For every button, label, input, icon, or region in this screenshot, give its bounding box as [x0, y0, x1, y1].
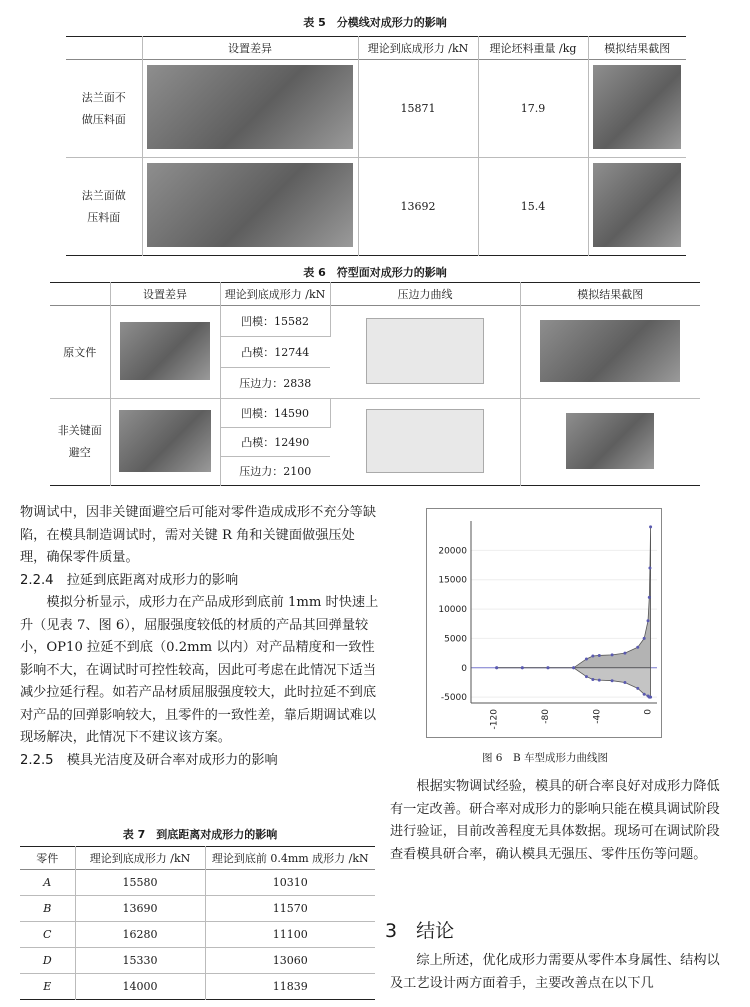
section-heading-3: 3 结论: [385, 920, 455, 942]
chart-svg: [427, 509, 661, 737]
right-column-continued: [390, 950, 730, 995]
section-heading-2-2-5: 2.2.5 模具光洁度及研合率对成形力的影响: [20, 752, 278, 768]
table5-header: [66, 37, 142, 60]
table-cell: D: [20, 948, 75, 974]
table-row-label: 非关键面避空: [57, 424, 102, 459]
data-point: [623, 681, 626, 684]
data-point: [591, 655, 594, 658]
simulation-image: [593, 163, 681, 247]
right-column: [390, 776, 730, 866]
table5-header: 理论坯料重量 /kg: [478, 37, 588, 60]
table-cell: 15330: [75, 948, 205, 974]
y-tick-label: 0: [461, 663, 467, 674]
table-row-label: 法兰面不做压料面: [81, 90, 126, 126]
table-cell: 压边力：2100: [239, 465, 312, 478]
table7-caption: 表 7 到底距离对成形力的影响: [122, 828, 278, 841]
paragraph: 模拟分析显示，成形力在产品成形到底前 1mm 时快速上升（见表 7、图 6），屈服强度较低的材质的产品其回弹量较小，OP10 拉延不到底（0.2mm 以内）对产品精度和一致性影响不大，在调试时可控性较高，因此可考虑在此情况下适当减少拉延行程。如若产品材质屈服强度较大，此时拉延不到底对产品的回弹影响较大，且零件的一致性差，靠后期调试难以现场解决，此情况下不建议该方案。: [20, 595, 379, 745]
y-tick-label: -5000: [440, 693, 467, 704]
table6-header: [50, 283, 110, 306]
table-cell: 11100: [272, 928, 308, 941]
x-tick-label: -40: [592, 709, 603, 724]
table6-header: 压边力曲线: [330, 283, 520, 306]
table5-header: 模拟结果截图: [604, 42, 671, 55]
table-cell: E: [20, 974, 75, 1000]
data-point: [572, 666, 575, 669]
table6-caption: 表 6 符型面对成形力的影响: [303, 266, 447, 279]
table-cell: A: [20, 870, 75, 896]
die-setup-image: [120, 322, 210, 380]
forming-force-chart: [426, 508, 662, 738]
table-cell: 10310: [272, 876, 308, 889]
paragraph: 根据实物调试经验，模具的研合率良好对成形力降低有一定改善。研合率对成形力的影响只能在模具调试阶段进行验证，目前改善程度无具体数据。现场可在调试阶段查看模具研合率，确认模具无强压、零件压伤等问题。: [390, 779, 720, 862]
data-point: [649, 696, 652, 699]
table-cell: 凹模：15582: [220, 306, 330, 337]
simulation-image: [566, 413, 654, 469]
data-point: [648, 566, 651, 569]
table-row-label: 法兰面做压料面: [81, 188, 126, 224]
paragraph: 综上所述，优化成形力需要从零件本身属性、结构以及工艺设计两方面着手，主要改善点在以下几: [390, 953, 720, 991]
die-setup-image: [119, 410, 211, 472]
data-point: [598, 654, 601, 657]
data-point: [546, 666, 549, 669]
table6-header: 模拟结果截图: [577, 288, 644, 301]
die-setup-image: [147, 163, 353, 247]
x-tick-label: -120: [489, 709, 500, 730]
section-heading-2-2-4: 2.2.4 拉延到底距离对成形力的影响: [20, 572, 239, 588]
data-point: [643, 693, 646, 696]
table-cell: 凹模：14590: [220, 399, 330, 428]
table-cell: 13692: [358, 158, 478, 256]
table5-header: 设置差异: [142, 37, 358, 60]
table-cell: C: [20, 922, 75, 948]
table7: [20, 846, 375, 1000]
y-tick-label: 10000: [438, 605, 467, 616]
data-point: [611, 679, 614, 682]
table5: [66, 36, 686, 256]
data-point: [521, 666, 524, 669]
table7-header: 零件: [20, 847, 75, 870]
data-point: [647, 619, 650, 622]
table5-header: 理论到底成形力 /kN: [358, 37, 478, 60]
table5-caption: 表 5 分模线对成形力的影响: [303, 16, 447, 29]
table-cell: 11839: [272, 980, 308, 993]
y-tick-label: 20000: [438, 546, 467, 557]
data-point: [623, 652, 626, 655]
table-cell: 11570: [272, 902, 308, 915]
data-point: [643, 637, 646, 640]
data-point: [611, 653, 614, 656]
left-column: [20, 502, 380, 772]
table-cell: 压边力：2838: [239, 377, 312, 390]
table-cell: 13690: [75, 896, 205, 922]
y-tick-label: 5000: [444, 634, 467, 645]
table-cell: 凸模：12490: [220, 428, 330, 457]
figure6-caption: 图 6 B 车型成形力曲线图: [481, 752, 609, 764]
data-point: [598, 679, 601, 682]
table7-header: 理论到底成形力 /kN: [75, 847, 205, 870]
table-cell: 15580: [75, 870, 205, 896]
table7-header: 理论到底前 0.4mm 成形力 /kN: [211, 852, 369, 865]
table-row-label: 原文件: [50, 306, 110, 399]
data-point: [636, 646, 639, 649]
data-point: [585, 657, 588, 660]
x-tick-label: 0: [643, 709, 654, 715]
table-cell: 15871: [358, 60, 478, 158]
blank-holder-curve-image: [366, 409, 484, 473]
table-cell: B: [20, 896, 75, 922]
data-point: [585, 675, 588, 678]
series-area: [497, 668, 651, 697]
series-area: [497, 527, 651, 668]
table-cell: 凸模：12744: [220, 337, 330, 368]
table6-header: 设置差异: [110, 283, 220, 306]
x-tick-label: -80: [540, 709, 551, 724]
data-point: [591, 678, 594, 681]
data-point: [649, 525, 652, 528]
table-cell: 17.9: [478, 60, 588, 158]
die-setup-image: [147, 65, 353, 149]
table-cell: 13060: [272, 954, 308, 967]
blank-holder-curve-image: [366, 318, 484, 384]
simulation-image: [540, 320, 680, 382]
table-cell: 14000: [75, 974, 205, 1000]
data-point: [495, 666, 498, 669]
table6: [50, 282, 700, 486]
simulation-image: [593, 65, 681, 149]
data-point: [648, 596, 651, 599]
table-cell: 16280: [75, 922, 205, 948]
paragraph: 物调试中，因非关键面避空后可能对零件造成成形不充分等缺陷，在模具制造调试时，需对关键 R 角和关键面做强压处理，确保零件质量。: [20, 505, 377, 565]
table-cell: 15.4: [478, 158, 588, 256]
y-tick-label: 15000: [438, 575, 467, 586]
data-point: [636, 687, 639, 690]
table6-header: 理论到底成形力 /kN: [220, 283, 330, 306]
